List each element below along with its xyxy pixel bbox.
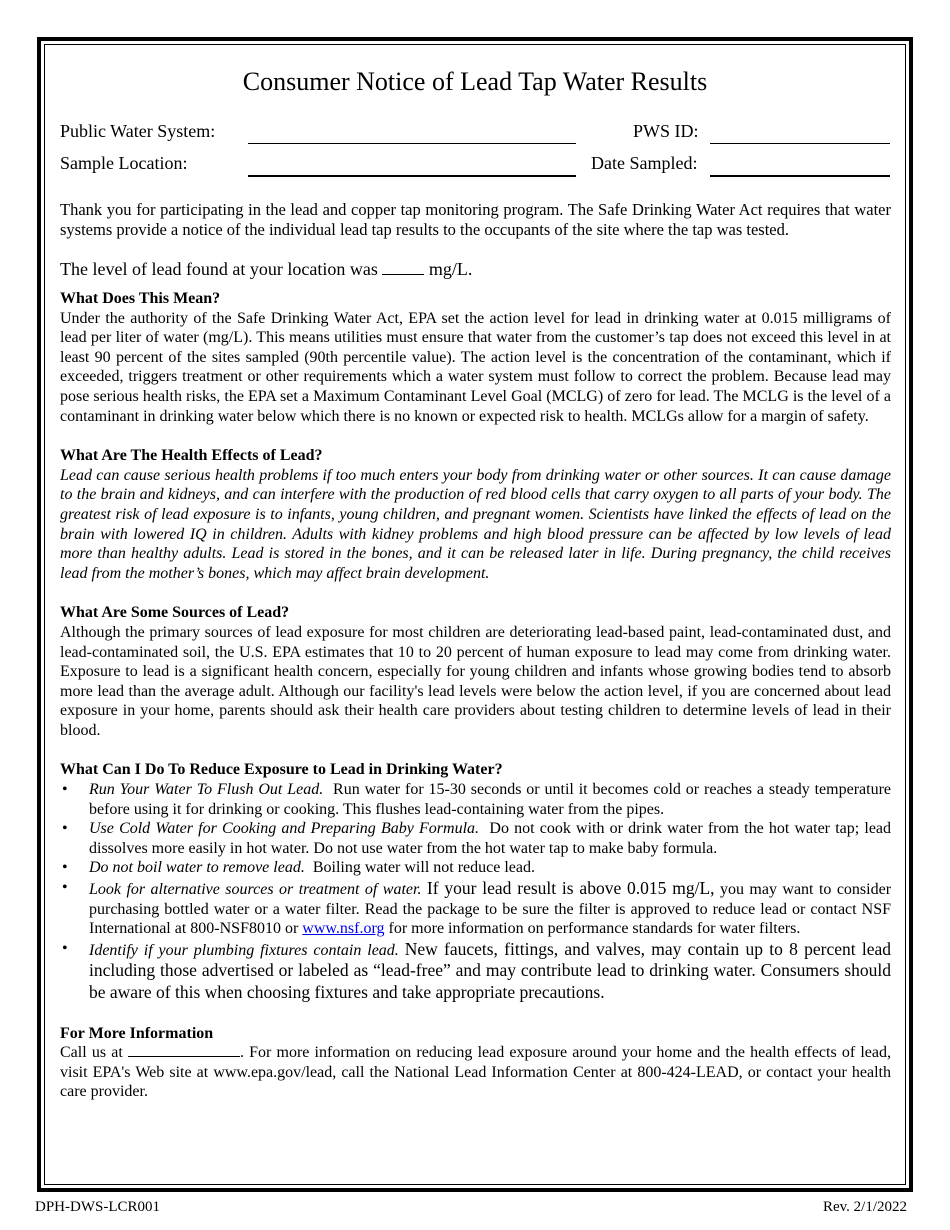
reduce-list (60, 780, 891, 1004)
section-info-text: . For more information on reducing lead exposure around your home and the health effects of lead, visit EPA's Web site at www.epa.gov/lead, call the National Lead Information Center at 800-424-LEAD, or contact your health care provider. (60, 1044, 892, 1101)
list-item-lead: Look for alternative sources or treatment of water. (89, 881, 422, 899)
bullet-icon: • (62, 859, 68, 877)
call-us-prefix: Call us at (60, 1044, 123, 1062)
section-info-heading: For More Information (60, 1024, 214, 1042)
section-health-text: Lead can cause serious health problems if too much enters your body from drinking water or other sources. It can cause damage to the brain and kidneys, and can interfere with the production of red blood cells that carry oxygen to all parts of your body. The greatest risk of lead exposure is to infants, young children, and pregnant women. Scientists have linked the effects of lead on the brain with lowered IQ in children. Adults with kidney problems and high blood pressure can be affected by low levels of lead more than healthy adults. Lead is stored in the bones, and it can be released later in life. During pregnancy, the child receives lead from the mother’s bones, which may affect brain development. (60, 466, 891, 582)
section-info-body (60, 1043, 891, 1102)
lead-level-unit: mg/L. (428, 259, 473, 279)
list-item-text: Run water for 15-30 seconds or until it becomes cold or reaches a steady temperature before using it for drinking or cooking. This flushes lead-containing water from the pipes. (89, 781, 892, 818)
list-item-lead: Run Your Water To Flush Out Lead. (89, 781, 324, 799)
list-item (60, 878, 891, 939)
form-id: DPH-DWS-LCR001 (35, 1199, 161, 1215)
bullet-icon: • (62, 820, 68, 838)
list-item (60, 858, 891, 878)
section-reduce-heading: What Can I Do To Reduce Exposure to Lead in Drinking Water? (60, 761, 503, 779)
public-water-system-field[interactable] (248, 143, 576, 144)
section-health-body (60, 466, 891, 584)
section-sources-heading: What Are Some Sources of Lead? (60, 604, 290, 622)
date-sampled-label: Date Sampled: (591, 153, 698, 173)
sample-location-field[interactable] (248, 175, 576, 177)
date-sampled-field[interactable] (710, 175, 890, 177)
lead-level-prefix: The level of lead found at your location was (60, 259, 378, 279)
list-item-lead: Identify if your plumbing fixtures contain lead. (89, 941, 399, 959)
intro-paragraph: Thank you for participating in the lead and copper tap monitoring program. The Safe Drinking Water Act requires that water systems provide a notice of the individual lead tap results to the occupants of the site where the tap was tested. (60, 200, 891, 239)
list-item (60, 939, 891, 1004)
nsf-link[interactable]: www.nsf.org (302, 920, 385, 938)
list-item-text-emphasis: If your lead result is above 0.015 mg/L, (426, 878, 715, 899)
list-item-text: Do not cook with or drink water from the hot water tap; lead dissolves more easily in hot water. Do not use water from the hot water tap to make baby formula. (89, 820, 892, 857)
list-item-text: New faucets, fittings, and valves, may contain up to 8 percent lead including those advertised or labeled as “lead-free” and may contribute lead to drinking water. Consumers should be aware of this when choosing fixtures and take appropriate precautions. (89, 938, 892, 1002)
list-item-lead: Use Cold Water for Cooking and Preparing Baby Formula. (89, 820, 480, 838)
pws-id-label: PWS ID: (633, 121, 699, 141)
bullet-icon: • (62, 781, 68, 799)
revision-date: Rev. 2/1/2022 (822, 1199, 907, 1215)
lead-level-blank[interactable] (382, 274, 424, 275)
section-meaning-body: Under the authority of the Safe Drinking Water Act, EPA set the action level for lead in drinking water at 0.015 milligrams of lead per liter of water (mg/L). This means utilities must ensure that water from the customer’s tap does not exceed this level in at least 90 percent of the sites sampled (90th percentile value). The action level is the concentration of the contaminant, which if exceeded, triggers treatment or other requirements which a water system must follow to correct the problem. Because lead may pose serious health risks, the EPA set a Maximum Contaminant Level Goal (MCLG) of zero for lead. The MCLG is the level of a contaminant in drinking water below which there is no known or expected risk to health. MCLGs allow for a margin of safety. (60, 309, 891, 425)
public-water-system-label: Public Water System: (60, 121, 216, 141)
section-health-heading: What Are The Health Effects of Lead? (60, 447, 323, 465)
list-item-text-after: for more information on performance standards for water filters. (388, 920, 801, 938)
section-info (60, 1024, 891, 1102)
phone-number-blank[interactable] (128, 1056, 240, 1057)
page-title: Consumer Notice of Lead Tap Water Results (242, 67, 708, 96)
list-item (60, 819, 891, 858)
lead-level-line (60, 258, 891, 280)
notice-body (60, 200, 891, 1102)
section-reduce (60, 760, 891, 1003)
list-item-text: you may want to consider purchasing bottled water or a water filter. Read the package to be sure the filter is approved to reduce lead or contact NSF International at 800-NSF8010 or (89, 881, 892, 938)
sample-location-label: Sample Location: (60, 153, 188, 173)
section-sources-body: Although the primary sources of lead exposure for most children are deteriorating lead-based paint, lead-contaminated dust, and lead-contaminated soil, the U.S. EPA estimates that 10 to 20 percent of human exposure to lead may come from drinking water. Exposure to lead is a significant health concern, especially for young children and infants whose growing bodies tend to absorb more lead than the average adult. Although our facility's lead levels were below the action level, if you are concerned about lead exposure in your home, parents should ask their health care providers about testing children to determine levels of lead in their blood. (60, 623, 891, 739)
document-inner-frame (44, 44, 906, 1185)
document-frame (37, 37, 913, 1192)
list-item-text: Boiling water will not reduce lead. (312, 859, 535, 877)
pws-id-field[interactable] (710, 143, 890, 144)
list-item-lead: Do not boil water to remove lead. (89, 859, 305, 877)
section-meaning-heading: What Does This Mean? (60, 290, 221, 307)
section-sources (60, 603, 891, 740)
section-health (60, 446, 891, 583)
bullet-icon: • (62, 879, 68, 897)
section-meaning (60, 289, 891, 426)
list-item (60, 780, 891, 819)
bullet-icon: • (62, 939, 68, 957)
